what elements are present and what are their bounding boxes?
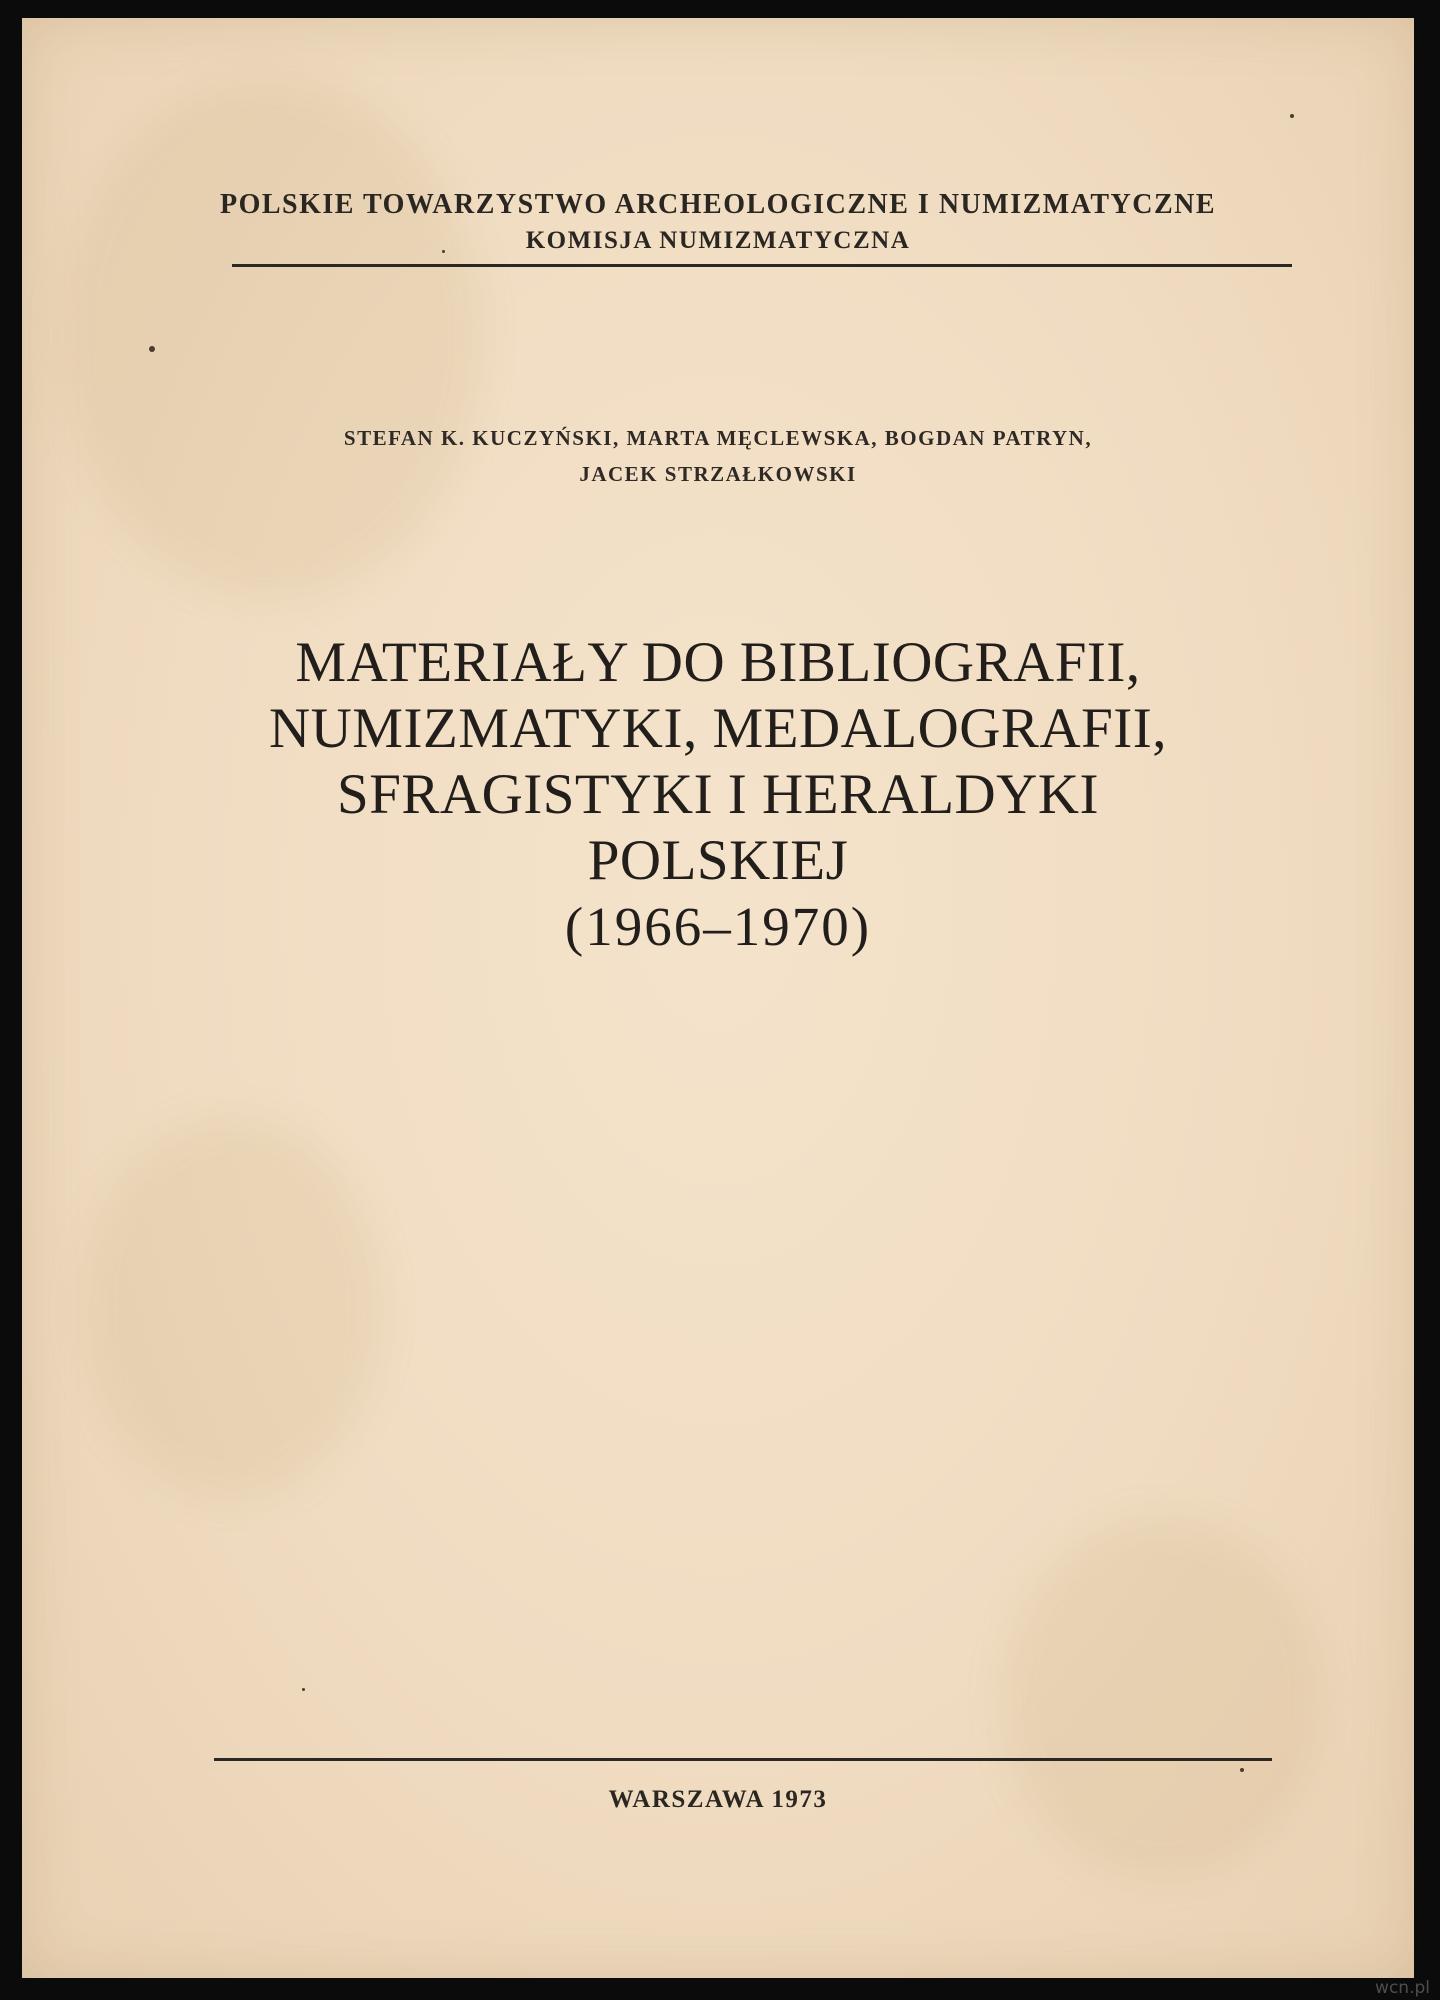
paper-stain	[1002, 1518, 1322, 1878]
title-line: SFRAGISTYKI I HERALDYKI	[337, 763, 1099, 826]
paper-stain	[82, 1118, 382, 1498]
imprint-divider	[214, 1758, 1272, 1761]
paper-speck	[149, 346, 155, 352]
title-years: (1966–1970)	[564, 896, 872, 957]
author-list	[22, 420, 1414, 492]
book-cover	[22, 18, 1414, 1978]
paper-speck	[1240, 1768, 1244, 1772]
title-line: POLSKIEJ	[587, 829, 849, 892]
authors-line: STEFAN K. KUCZYŃSKI, MARTA MĘCLEWSKA, BOGDAN PATRYN,	[343, 426, 1093, 450]
imprint-place-year: WARSZAWA 1973	[608, 1786, 828, 1813]
publisher-name: POLSKIE TOWARZYSTWO ARCHEOLOGICZNE I NUMIZMATYCZNE	[219, 189, 1217, 220]
header-divider	[232, 264, 1292, 267]
publisher-header	[22, 186, 1414, 258]
title-line: MATERIAŁY DO BIBLIOGRAFII,	[295, 631, 1141, 694]
paper-speck	[302, 1688, 305, 1691]
watermark: wcn.pl	[1375, 1978, 1430, 1998]
book-title	[22, 630, 1414, 960]
title-line: NUMIZMATYKI, MEDALOGRAFII,	[268, 697, 1168, 760]
commission-name: KOMISJA NUMIZMATYCZNA	[525, 227, 911, 254]
paper-stain	[62, 78, 482, 598]
paper-speck	[1290, 114, 1294, 118]
authors-line: JACEK STRZAŁKOWSKI	[579, 462, 857, 486]
